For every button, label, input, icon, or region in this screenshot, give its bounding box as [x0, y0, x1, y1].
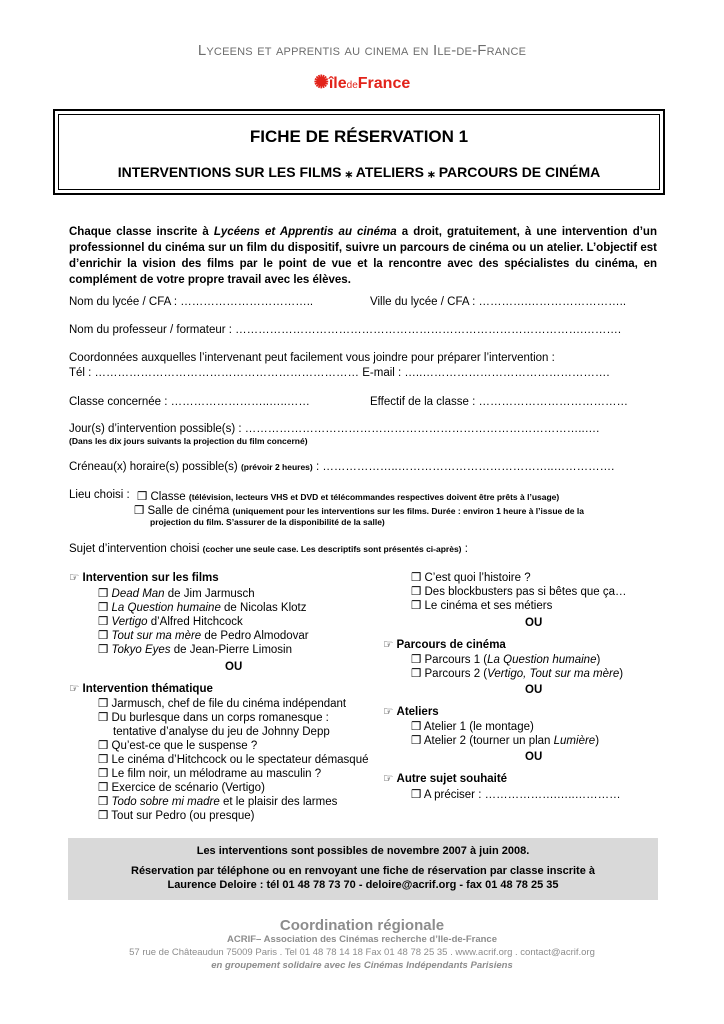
field-tel-email[interactable]: Tél : …………………………………………………………… E-mail : …..………………………………………….	[69, 367, 610, 379]
footer-partner: en groupement solidaire avec les Cinémas Indépendants Parisiens	[211, 960, 513, 971]
ou-separator: OU	[225, 661, 243, 673]
reservation-notice: Les interventions sont possibles de novembre 2007 à juin 2008. Réservation par téléphone ou en renvoyant une fiche de réservation par classe inscrite à Laurence Deloire : tél 01 48 78 73 70 - deloire@acrif.org - fax 01 48 78 25 35	[68, 838, 658, 900]
pointing-hand-icon: ☞	[69, 572, 80, 584]
theme-option[interactable]: ❒ Des blockbusters pas si bêtes que ça…	[411, 586, 627, 598]
film-option[interactable]: ❒ Dead Man de Jim Jarmusch	[98, 588, 255, 600]
theme-option[interactable]: ❒ C’est quoi l’histoire ?	[411, 572, 531, 584]
autre-option[interactable]: ❒ A préciser : ……………….…..…………	[411, 789, 621, 801]
film-option[interactable]: ❒ Tokyo Eyes de Jean-Pierre Limosin	[98, 644, 292, 656]
lieu-classe-checkbox[interactable]: ❒ Classe (télévision, lecteurs VHS et DVD et télécommandes respectives doivent être prêts à l’usage)	[137, 491, 560, 503]
field-ville-lycee[interactable]: Ville du lycée / CFA : ………….……………………..	[370, 296, 627, 308]
theme-option-continuation: tentative d’analyse du jeu de Johnny Depp	[113, 726, 330, 738]
footer-title: Coordination régionale	[279, 917, 445, 934]
field-jours[interactable]: Jour(s) d’intervention possible(s) : ……………………………………………………………………………..….	[69, 423, 600, 435]
ou-separator: OU	[525, 751, 543, 763]
field-nom-professeur[interactable]: Nom du professeur / formateur : ……………………………………………………………………………….……….	[69, 324, 622, 336]
film-option[interactable]: ❒ Vertigo d’Alfred Hitchcock	[98, 616, 243, 628]
pointing-hand-icon: ☞	[383, 773, 394, 785]
film-option[interactable]: ❒ La Question humaine de Nicolas Klotz	[98, 602, 307, 614]
field-effectif[interactable]: Effectif de la classe : …………………………………	[370, 396, 628, 408]
pointing-hand-icon: ☞	[383, 639, 394, 651]
atelier-option[interactable]: ❒ Atelier 1 (le montage)	[411, 721, 534, 733]
pointing-hand-icon: ☞	[69, 683, 80, 695]
form-subtitle: INTERVENTIONS SUR LES FILMS ⁎ ATELIERS ⁎ PARCOURS DE CINÉMA	[117, 164, 601, 180]
footer-org: ACRIF– Association des Cinémas recherche d’Ile-de-France	[227, 934, 497, 945]
film-option[interactable]: ❒ Tout sur ma mère de Pedro Almodovar	[98, 630, 309, 642]
theme-option[interactable]: ❒ Le film noir, un mélodrame au masculin ?	[98, 768, 322, 780]
pointing-hand-icon: ☞	[383, 706, 394, 718]
intro-paragraph: Chaque classe inscrite à Lycéens et Apprentis au cinéma a droit, gratuitement, à une intervention d’un professionnel du cinéma sur un film du dispositif, suivre un parcours de cinéma ou un atelier. L’objectif est d’enrichir la vision des films par le point de vue et la rencontre avec des spécialistes du cinéma, en complément de votre propre travail avec les élèves.	[69, 226, 657, 286]
parcours-option[interactable]: ❒ Parcours 2 (Vertigo, Tout sur ma mère)	[411, 668, 624, 680]
parcours-option[interactable]: ❒ Parcours 1 (La Question humaine)	[411, 654, 601, 666]
theme-heading: ☞ Intervention thématique	[69, 683, 213, 695]
coordonnees-label: Coordonnées auxquelles l’intervenant peut facilement vous joindre pour préparer l’intervention :	[69, 352, 555, 364]
ou-separator: OU	[525, 684, 543, 696]
theme-option[interactable]: ❒ Exercice de scénario (Vertigo)	[98, 782, 265, 794]
form-title: FICHE DE RÉSERVATION 1	[249, 127, 469, 146]
theme-option[interactable]: ❒ Le cinéma d’Hitchcock ou le spectateur démasqué	[98, 754, 369, 766]
theme-option[interactable]: ❒ Todo sobre mi madre et le plaisir des larmes	[98, 796, 338, 808]
title-frame	[53, 109, 665, 195]
theme-option[interactable]: ❒ Tout sur Pedro (ou presque)	[98, 810, 255, 822]
lieu-salle-note2: projection du film. S’assurer de la disponibilité de la salle)	[150, 517, 385, 527]
page-header-title: Lyceens et apprentis au cinema en Ile-de-France	[197, 42, 527, 59]
parcours-heading: ☞ Parcours de cinéma	[383, 639, 506, 651]
atelier-option[interactable]: ❒ Atelier 2 (tourner un plan Lumière)	[411, 735, 600, 747]
autre-heading: ☞ Autre sujet souhaité	[383, 773, 508, 785]
ou-separator: OU	[525, 617, 543, 629]
footer-address: 57 rue de Châteaudun 75009 Paris . Tel 01 48 78 14 18 Fax 01 48 78 25 35 . www.acrif.org . contact@acrif.org	[129, 947, 595, 958]
lieu-label: Lieu choisi :	[69, 489, 130, 501]
sun-icon: ✺	[313, 72, 329, 92]
ateliers-heading: ☞ Ateliers	[383, 706, 439, 718]
films-heading: ☞ Intervention sur les films	[69, 572, 219, 584]
sujet-label: Sujet d’intervention choisi (cocher une seule case. Les descriptifs sont présentés ci-après) :	[69, 543, 468, 555]
field-creneau[interactable]: Créneau(x) horaire(s) possible(s) (prévoir 2 heures) : ………………..…………………………………..…………….	[69, 461, 615, 473]
field-classe[interactable]: Classe concernée : ……………………..…..……	[69, 396, 310, 408]
theme-option[interactable]: ❒ Jarmusch, chef de file du cinéma indépendant	[98, 698, 347, 710]
theme-option[interactable]: ❒ Qu’est-ce que le suspense ?	[98, 740, 258, 752]
lieu-salle-checkbox[interactable]: ❒ Salle de cinéma (uniquement pour les interventions sur les films. Durée : environ 1 heure à l’issue de la	[134, 505, 584, 517]
theme-option[interactable]: ❒ Du burlesque dans un corps romanesque :	[98, 712, 329, 724]
theme-option[interactable]: ❒ Le cinéma et ses métiers	[411, 600, 553, 612]
ile-de-france-logo: ✺îledeFrance	[313, 72, 411, 92]
jours-note: (Dans les dix jours suivants la projection du film concerné)	[69, 436, 308, 446]
field-nom-lycee[interactable]: Nom du lycée / CFA : ……………………………..	[69, 296, 314, 308]
